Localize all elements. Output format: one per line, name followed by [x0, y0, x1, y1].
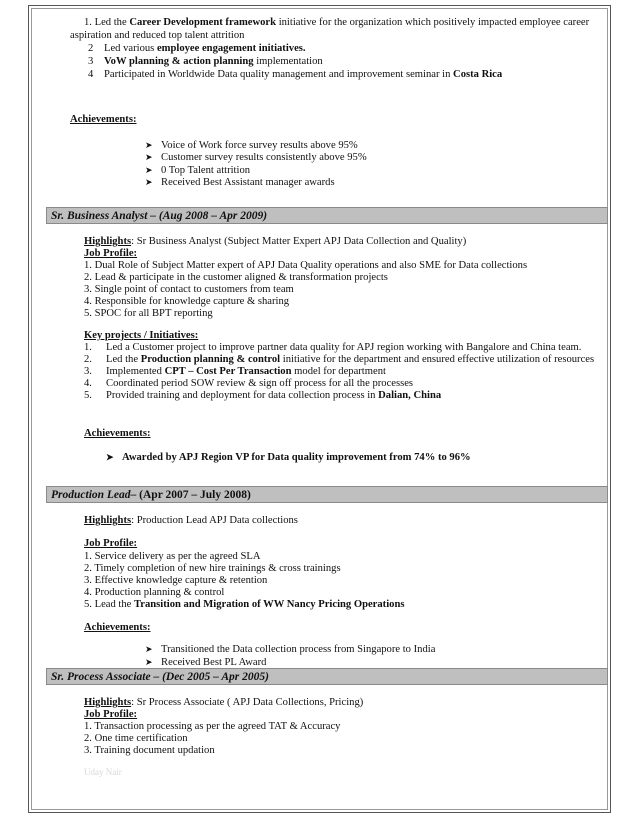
highlights-line: Highlights: Production Lead APJ Data collections	[84, 515, 298, 526]
job-item: 2. Timely completion of new hire trainings & cross trainings	[84, 563, 341, 574]
job-item: 3. Single point of contact to customers from team	[84, 284, 294, 295]
job-profile-heading: Job Profile:	[84, 709, 138, 720]
achievements-heading: Achievements:	[70, 114, 137, 125]
key-projects-heading: Key projects / Initiatives:	[84, 330, 199, 341]
page-border-inner	[31, 8, 608, 810]
project-item: 2. Led the Production planning & control initiative for the department and ensured effective utilization of resources	[84, 354, 595, 365]
item-text: Led the	[94, 17, 127, 28]
job-item: 2. Lead & participate in the customer aligned & transformation projects	[84, 272, 388, 283]
job-item: 3. Training document updation	[84, 745, 215, 756]
job-item: 4. Responsible for knowledge capture & sharing	[84, 296, 290, 307]
achievements-heading: Achievements:	[84, 622, 151, 633]
section-header-production-lead: Production Lead– (Apr 2007 – July 2008)	[46, 486, 608, 503]
item-text: initiative for the organization which positively impacted employee career	[278, 17, 590, 28]
job-profile-heading: Job Profile:	[84, 248, 138, 259]
highlights-line: Highlights: Sr Business Analyst (Subject Matter Expert APJ Data Collection and Quality)	[84, 236, 467, 247]
achievement-item: ➤ Customer survey results consistently above 95%	[145, 152, 367, 163]
project-item: 4. Coordinated period SOW review & sign off process for all the processes	[84, 378, 414, 389]
achievement-item: ➤ Received Best Assistant manager awards	[145, 177, 335, 188]
achievement-item: ➤ Received Best PL Award	[145, 657, 267, 668]
job-item: 5. SPOC for all BPT reporting	[84, 308, 213, 319]
job-item: 1. Service delivery as per the agreed SLA	[84, 551, 261, 562]
footer-watermark: Uday Nair	[84, 767, 122, 777]
achievements-heading: Achievements:	[84, 428, 151, 439]
achievement-item: ➤ 0 Top Talent attrition	[145, 165, 251, 176]
project-item: 3. Implemented CPT – Cost Per Transaction model for department	[84, 366, 386, 377]
career-item-3: 3 VoW planning & action planning implementation	[88, 56, 323, 67]
job-item: 5. Lead the Transition and Migration of WW Nancy Pricing Operations	[84, 599, 405, 610]
section-header-sr-business-analyst: Sr. Business Analyst – (Aug 2008 – Apr 2009)	[46, 207, 608, 224]
section-header-sr-process-associate: Sr. Process Associate – (Dec 2005 – Apr 2005)	[46, 668, 608, 685]
arrow-bullet-icon: ➤	[106, 452, 114, 462]
arrow-bullet-icon: ➤	[145, 177, 153, 187]
arrow-bullet-icon: ➤	[145, 644, 153, 654]
job-item: 3. Effective knowledge capture & retention	[84, 575, 268, 586]
career-item-4: 4 Participated in Worldwide Data quality management and improvement seminar in Costa Rica	[88, 69, 503, 80]
job-profile-heading: Job Profile:	[84, 538, 138, 549]
project-item: 1. Led a Customer project to improve partner data quality for APJ region working with Bangalore and China team.	[84, 342, 582, 353]
arrow-bullet-icon: ➤	[145, 657, 153, 667]
arrow-bullet-icon: ➤	[145, 152, 153, 162]
item-bold: Career Development framework	[129, 17, 277, 28]
achievement-item: ➤ Transitioned the Data collection process from Singapore to India	[145, 644, 436, 655]
item-number: 1.	[84, 17, 92, 28]
job-item: 1. Dual Role of Subject Matter expert of APJ Data Quality operations and also SME for Data collections	[84, 260, 528, 271]
job-item: 4. Production planning & control	[84, 587, 225, 598]
job-item: 2. One time certification	[84, 733, 188, 744]
project-item: 5. Provided training and deployment for data collection process in Dalian, China	[84, 390, 442, 401]
achievement-item: ➤ Voice of Work force survey results above 95%	[145, 140, 358, 151]
highlights-line: Highlights: Sr Process Associate ( APJ Data Collections, Pricing)	[84, 697, 364, 708]
job-item: 1. Transaction processing as per the agreed TAT & Accuracy	[84, 721, 341, 732]
arrow-bullet-icon: ➤	[145, 165, 153, 175]
career-item-2: 2 Led various employee engagement initiatives.	[88, 43, 306, 54]
career-item-1-cont: aspiration and reduced top talent attrition	[70, 30, 245, 41]
arrow-bullet-icon: ➤	[145, 140, 153, 150]
career-item-1	[84, 17, 589, 28]
achievement-item: ➤ Awarded by APJ Region VP for Data quality improvement from 74% to 96%	[106, 452, 471, 463]
